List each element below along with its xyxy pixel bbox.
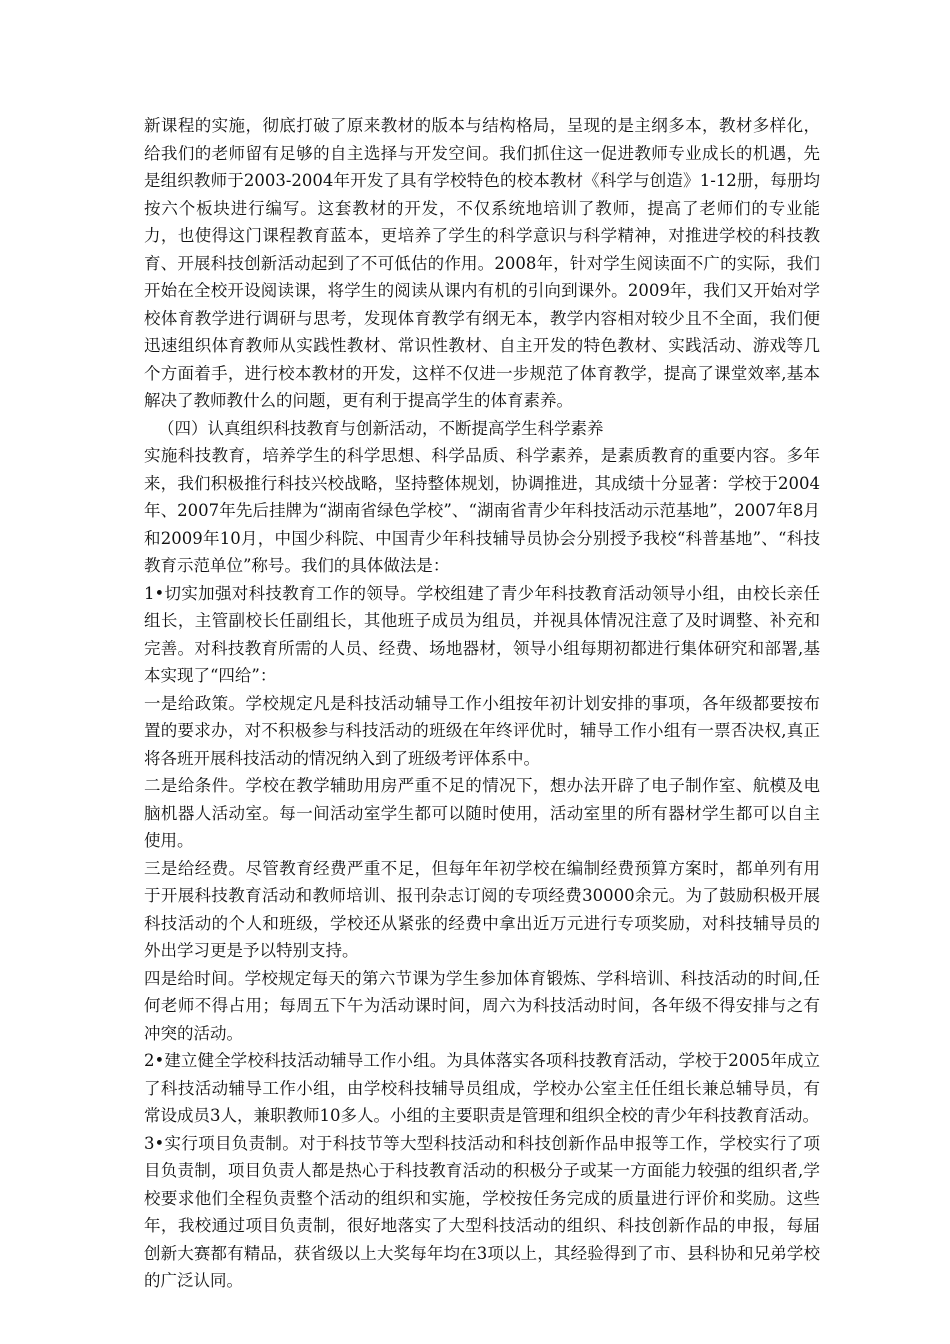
list-item-project-responsibility: 3•实行项目负责制。对于科技节等大型科技活动和科技创新作品申报等工作，学校实行了项目负责制，项目负责人都是热心于科技教育活动的积极分子或某一方面能力较强的组织者,学校要求他们全程负责整个活动的组织和实施，学校按任务完成的质量进行评价和奖励。这些年，我校通过项目负责制，很好地落实了大型科技活动的组织、科技创新作品的申报，每届创新大赛都有精品，获省级以上大奖每年均在3项以上，其经验得到了市、县科协和兄弟学校的广泛认同。 xyxy=(144,1133,820,1290)
list-item-time: 四是给时间。学校规定每天的第六节课为学生参加体育锻炼、学科培训、科技活动的时间,任何老师不得占用；每周五下午为活动课时间，周六为科技活动时间，各年级不得安排与之有冲突的活动。 xyxy=(144,968,820,1043)
list-item-conditions: 二是给条件。学校在教学辅助用房严重不足的情况下，想办法开辟了电子制作室、航模及电脑机器人活动室。每一间活动室学生都可以随时使用，活动室里的所有器材学生都可以自主使用。 xyxy=(144,776,820,850)
list-item-policy: 一是给政策。学校规定凡是科技活动辅导工作小组按年初计划安排的事项，各年级都要按布置的要求办，对不积极参与科技活动的班级在年终评优时，辅导工作小组有一票否决权,真正将各班开展科技活动的情况纳入到了班级考评体系中。 xyxy=(144,693,820,768)
list-item-leadership: 1•切实加强对科技教育工作的领导。学校组建了青少年科技教育活动领导小组，由校长亲任组长，主管副校长任副组长，其他班子成员为组员，并视具体情况注意了及时调整、补充和完善。对科技教育所需的人员、经费、场地器材，领导小组每期初都进行集体研究和部署,基本实现了“四给”： xyxy=(144,583,820,685)
list-item-working-group: 2•建立健全学校科技活动辅导工作小组。为具体落实各项科技教育活动，学校于2005年成立了科技活动辅导工作小组，由学校科技辅导员组成，学校办公室主任任组长兼总辅导员，有常设成员3人，兼职教师10多人。小组的主要职责是管理和组织全校的青少年科技教育活动。 xyxy=(144,1051,820,1125)
paragraph-science-education-intro: 实施科技教育，培养学生的科学思想、科学品质、科学素养，是素质教育的重要内容。多年来，我们积极推行科技兴校战略，坚持整体规划，协调推进，其成绩十分显著：学校于2004年、2007年先后挂牌为“湖南省绿色学校”、“湖南省青少年科技活动示范基地”，2007年8月和2009年10月，中国少科院、中国青少年科技辅导员协会分别授予我校“科普基地”、“科技教育示范单位”称号。我们的具体做法是： xyxy=(144,446,820,575)
document-body xyxy=(144,112,820,1295)
paragraph-school-textbooks: 新课程的实施，彻底打破了原来教材的版本与结构格局，呈现的是主纲多本，教材多样化，给我们的老师留有足够的自主选择与开发空间。我们抓住这一促进教师专业成长的机遇，先是组织教师于2003-2004年开发了具有学校特色的校本教材《科学与创造》1-12册，每册均按六个板块进行编写。这套教材的开发，不仅系统地培训了教师，提高了老师们的专业能力，也使得这门课程教育蓝本，更培养了学生的科学意识与科学精神，对推进学校的科技教育、开展科技创新活动起到了不可低估的作用。2008年，针对学生阅读面不广的实际，我们开始在全校开设阅读课，将学生的阅读从课内有机的引向到课外。2009年，我们又开始对学校体育教学进行调研与思考，发现体育教学有纲无本，教学内容相对较少且不全面，我们便迅速组织体育教师从实践性教材、常识性教材、自主开发的特色教材、实践活动、游戏等几个方面着手，进行校本教材的开发，这样不仅进一步规范了体育教学，提高了课堂效率,基本解决了教师教什么的问题，更有利于提高学生的体育素养。 xyxy=(144,116,820,410)
list-item-funding: 三是给经费。尽管教育经费严重不足，但每年年初学校在编制经费预算方案时，都单列有用于开展科技教育活动和教师培训、报刊杂志订阅的专项经费30000余元。为了鼓励积极开展科技活动的个人和班级，学校还从紧张的经费中拿出近万元进行专项奖励，对科技辅导员的外出学习更是予以特别支持。 xyxy=(144,858,820,960)
section-heading-science-education: （四）认真组织科技教育与创新活动，不断提高学生科学素养 xyxy=(158,418,604,438)
